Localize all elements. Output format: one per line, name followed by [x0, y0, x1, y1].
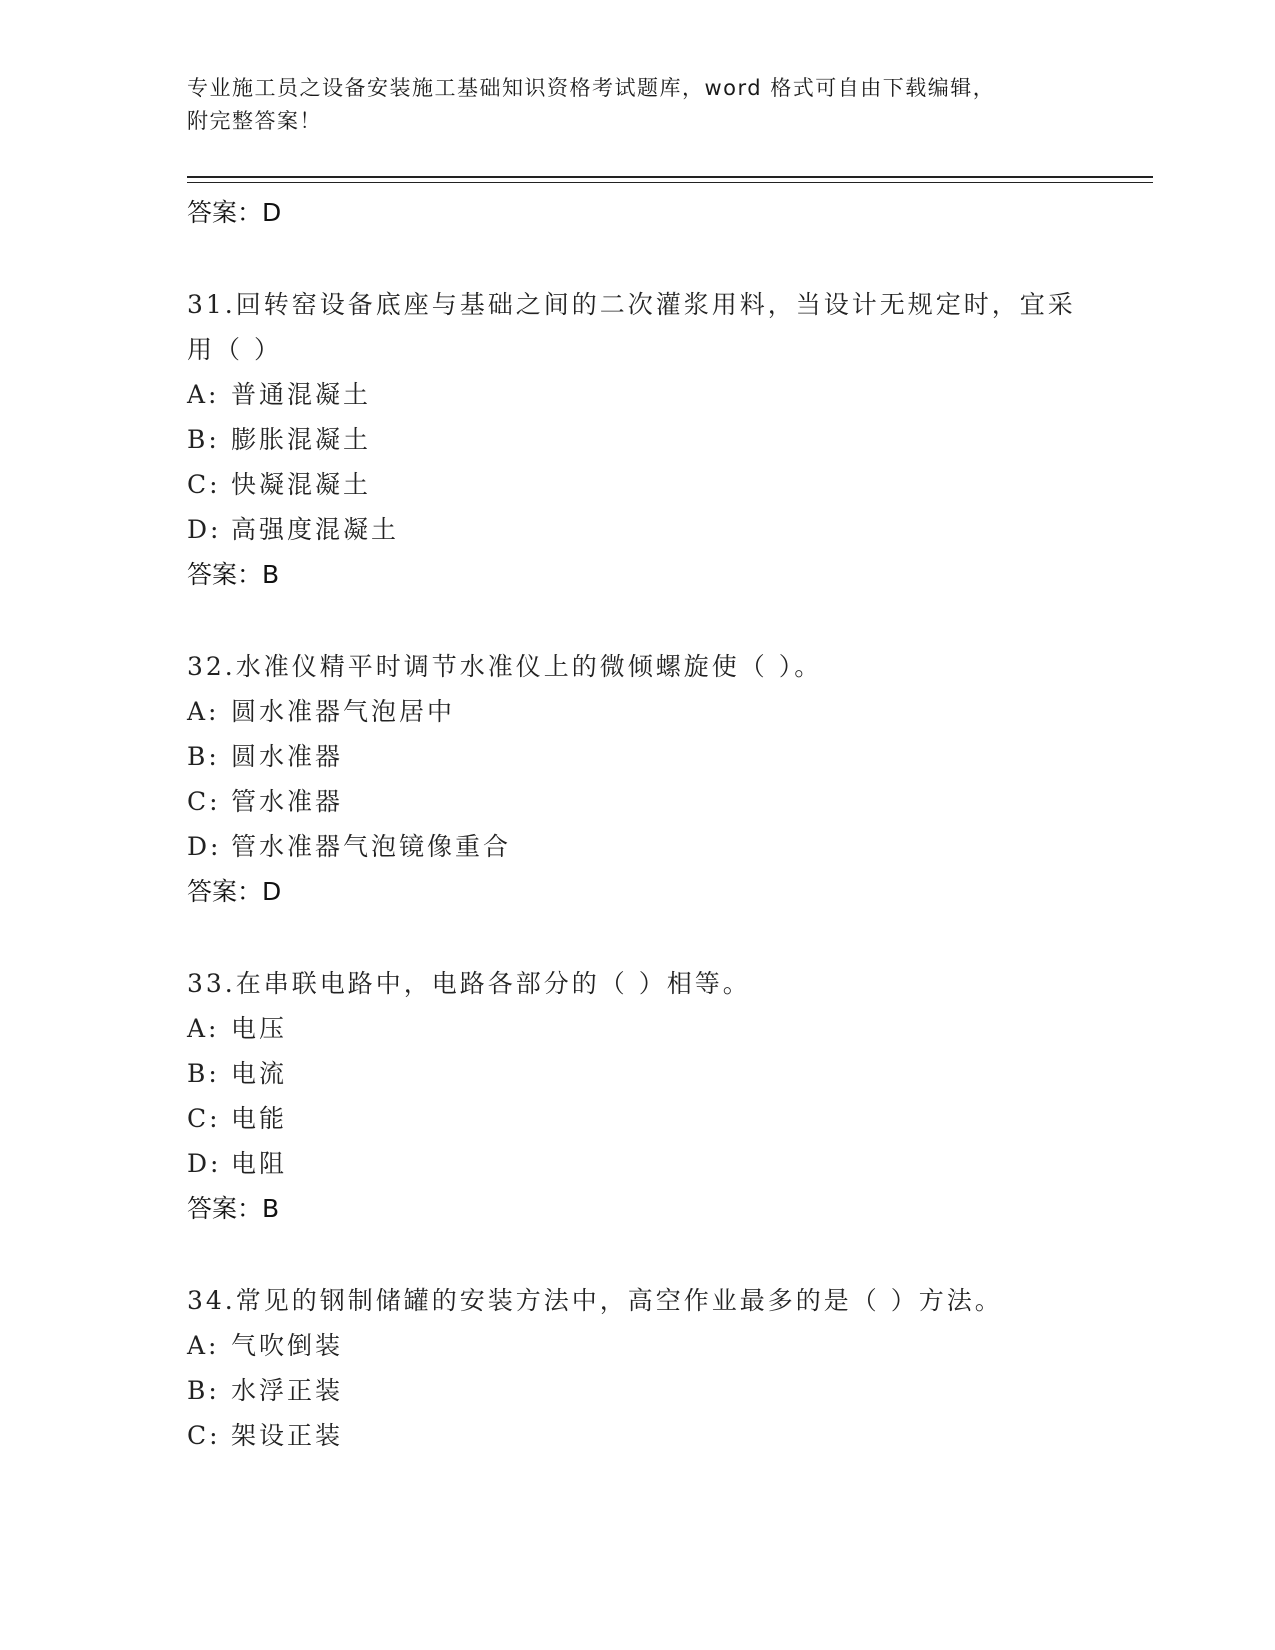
page-header	[187, 72, 1087, 138]
question-text: 31.回转窑设备底座与基础之间的二次灌浆用料，当设计无规定时，宜采用（ ）	[187, 290, 1076, 364]
question-list	[187, 190, 1087, 1458]
option-letter: C:	[187, 1421, 221, 1450]
option-d	[187, 1141, 1087, 1186]
option-b	[187, 734, 1087, 779]
option-letter: D:	[187, 1149, 222, 1178]
option-a	[187, 1006, 1087, 1051]
option-text: 架设正装	[231, 1421, 344, 1450]
option-text: 管水准器气泡镜像重合	[231, 832, 512, 861]
option-d	[187, 507, 1087, 552]
answer-line: 答案：B	[187, 560, 280, 589]
option-b	[187, 1368, 1087, 1413]
option-letter: A:	[187, 1331, 220, 1360]
option-text: 管水准器	[231, 787, 344, 816]
option-letter: B:	[187, 742, 220, 771]
option-c	[187, 1096, 1087, 1141]
answer-line: 答案：D	[187, 877, 282, 906]
option-letter: C:	[187, 787, 221, 816]
header-rule-thick	[187, 176, 1153, 178]
option-letter: D:	[187, 515, 222, 544]
question-32	[187, 644, 1087, 914]
option-letter: C:	[187, 1104, 221, 1133]
option-a	[187, 372, 1087, 417]
option-c	[187, 1413, 1087, 1458]
question-33	[187, 961, 1087, 1231]
question-34	[187, 1278, 1087, 1458]
header-line-1: 专业施工员之设备安装施工基础知识资格考试题库，word 格式可自由下载编辑，	[187, 76, 996, 100]
option-text: 圆水准器气泡居中	[231, 697, 456, 726]
question-text: 32.水准仪精平时调节水准仪上的微倾螺旋使（ ）。	[187, 652, 823, 681]
option-text: 圆水准器	[231, 742, 344, 771]
option-text: 电压	[231, 1014, 288, 1043]
option-letter: D:	[187, 832, 222, 861]
option-c	[187, 462, 1087, 507]
question-text: 34.常见的钢制储罐的安装方法中，高空作业最多的是（ ）方法。	[187, 1286, 1003, 1315]
option-a	[187, 689, 1087, 734]
option-letter: B:	[187, 425, 220, 454]
option-text: 膨胀混凝土	[231, 425, 372, 454]
option-text: 电阻	[231, 1149, 288, 1178]
option-b	[187, 1051, 1087, 1096]
header-rule-thin	[187, 182, 1153, 183]
option-a	[187, 1323, 1087, 1368]
option-c	[187, 779, 1087, 824]
option-letter: A:	[187, 1014, 220, 1043]
question-31	[187, 282, 1087, 597]
option-letter: A:	[187, 697, 220, 726]
option-text: 气吹倒装	[231, 1331, 344, 1360]
option-text: 水浮正装	[231, 1376, 344, 1405]
answer-line: 答案：B	[187, 1194, 280, 1223]
option-text: 高强度混凝土	[231, 515, 400, 544]
option-b	[187, 417, 1087, 462]
question-text: 33.在串联电路中，电路各部分的（ ）相等。	[187, 969, 751, 998]
header-line-2: 附完整答案！	[187, 109, 322, 133]
option-letter: B:	[187, 1376, 220, 1405]
option-letter: C:	[187, 470, 221, 499]
option-letter: B:	[187, 1059, 220, 1088]
previous-answer: 答案：D	[187, 198, 282, 227]
option-text: 电能	[231, 1104, 288, 1133]
option-text: 普通混凝土	[231, 380, 372, 409]
option-letter: A:	[187, 380, 220, 409]
option-d	[187, 824, 1087, 869]
option-text: 电流	[231, 1059, 288, 1088]
option-text: 快凝混凝土	[231, 470, 372, 499]
